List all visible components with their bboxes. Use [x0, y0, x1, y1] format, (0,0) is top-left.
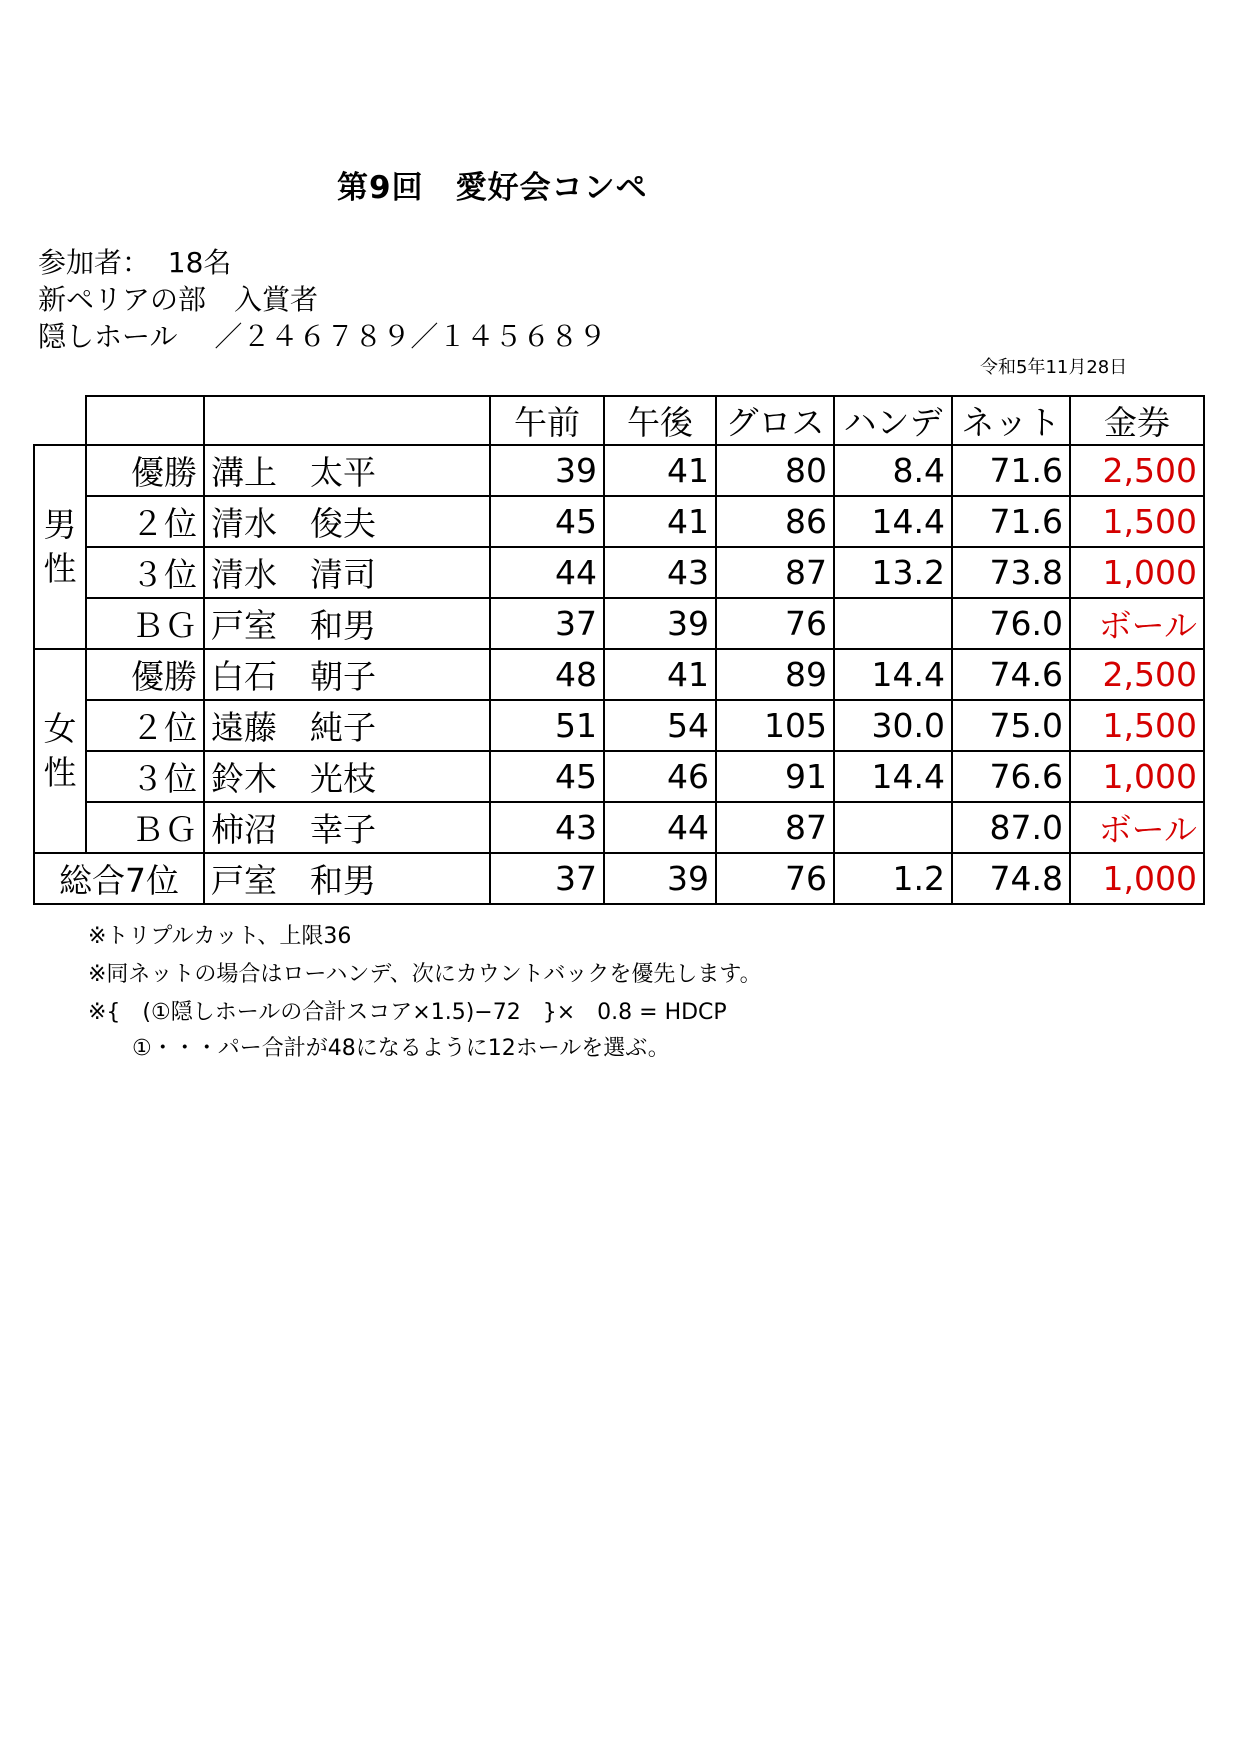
note-hole-selection: ①・・・パー合計が48になるように12ホールを選ぶ。	[88, 1036, 670, 1061]
gender-label-female: 女 性	[34, 649, 86, 853]
pm-cell: 41	[604, 496, 716, 547]
gross-cell: 76	[716, 598, 834, 649]
rank-cell: ２位	[86, 496, 204, 547]
table-row	[34, 445, 1204, 496]
hdcp-cell: 14.4	[834, 496, 952, 547]
event-date: 令和5年11月28日	[980, 357, 1128, 378]
gross-cell: 87	[716, 802, 834, 853]
overall-rank-cell: 総合7位	[34, 853, 204, 904]
prize-cell: 1,500	[1070, 700, 1204, 751]
net-cell: 71.6	[952, 496, 1070, 547]
hidden-holes-line: 隠しホール ／２４６７８９／１４５６８９	[38, 320, 607, 353]
hdcp-cell: 1.2	[834, 853, 952, 904]
header-empty-name	[204, 396, 490, 445]
name-cell: 鈴木 光枝	[204, 751, 490, 802]
am-cell: 48	[490, 649, 604, 700]
results-table	[33, 395, 1205, 905]
name-cell: 溝上 太平	[204, 445, 490, 496]
pm-cell: 39	[604, 853, 716, 904]
gross-cell: 86	[716, 496, 834, 547]
hdcp-cell: 14.4	[834, 751, 952, 802]
header-hdcp: ハンデ	[834, 396, 952, 445]
table-row	[34, 649, 1204, 700]
net-cell: 74.8	[952, 853, 1070, 904]
header-empty	[34, 396, 86, 445]
header-net: ネット	[952, 396, 1070, 445]
net-cell: 75.0	[952, 700, 1070, 751]
hdcp-cell: 30.0	[834, 700, 952, 751]
prize-cell: 1,000	[1070, 853, 1204, 904]
name-cell: 白石 朝子	[204, 649, 490, 700]
hdcp-cell: 14.4	[834, 649, 952, 700]
am-cell: 37	[490, 853, 604, 904]
pm-cell: 46	[604, 751, 716, 802]
name-cell: 戸室 和男	[204, 853, 490, 904]
division-line: 新ペリアの部 入賞者	[38, 283, 319, 316]
header-empty-rank	[86, 396, 204, 445]
am-cell: 44	[490, 547, 604, 598]
table-row	[34, 496, 1204, 547]
pm-cell: 44	[604, 802, 716, 853]
note-hdcp-formula: ※{ (①隠しホールの合計スコア×1.5)−72 }× 0.8 = HDCP	[88, 1000, 727, 1025]
net-cell: 71.6	[952, 445, 1070, 496]
am-cell: 51	[490, 700, 604, 751]
table-row	[34, 751, 1204, 802]
table-row	[34, 598, 1204, 649]
pm-cell: 54	[604, 700, 716, 751]
pm-cell: 41	[604, 649, 716, 700]
header-row	[34, 396, 1204, 445]
rank-cell: ２位	[86, 700, 204, 751]
header-prize: 金券	[1070, 396, 1204, 445]
am-cell: 39	[490, 445, 604, 496]
rank-cell: ３位	[86, 751, 204, 802]
net-cell: 87.0	[952, 802, 1070, 853]
rank-cell: ３位	[86, 547, 204, 598]
gross-cell: 105	[716, 700, 834, 751]
hdcp-cell	[834, 802, 952, 853]
gender-label-male: 男 性	[34, 445, 86, 649]
page-title: 第9回 愛好会コンペ	[337, 170, 648, 206]
prize-cell: 1,500	[1070, 496, 1204, 547]
gross-cell: 91	[716, 751, 834, 802]
am-cell: 45	[490, 496, 604, 547]
rank-cell: ＢＧ	[86, 802, 204, 853]
name-cell: 戸室 和男	[204, 598, 490, 649]
prize-cell: 1,000	[1070, 547, 1204, 598]
name-cell: 清水 俊夫	[204, 496, 490, 547]
rank-cell: 優勝	[86, 649, 204, 700]
prize-cell: 2,500	[1070, 649, 1204, 700]
gross-cell: 80	[716, 445, 834, 496]
pm-cell: 43	[604, 547, 716, 598]
table-row	[34, 547, 1204, 598]
gross-cell: 76	[716, 853, 834, 904]
table-row	[34, 802, 1204, 853]
overall-row	[34, 853, 1204, 904]
name-cell: 柿沼 幸子	[204, 802, 490, 853]
rank-cell: ＢＧ	[86, 598, 204, 649]
pm-cell: 39	[604, 598, 716, 649]
net-cell: 73.8	[952, 547, 1070, 598]
net-cell: 76.0	[952, 598, 1070, 649]
name-cell: 遠藤 純子	[204, 700, 490, 751]
am-cell: 37	[490, 598, 604, 649]
prize-cell: ボール	[1070, 802, 1204, 853]
prize-cell: 1,000	[1070, 751, 1204, 802]
note-triple-cut: ※トリプルカット、上限36	[88, 924, 352, 949]
rank-cell: 優勝	[86, 445, 204, 496]
gross-cell: 89	[716, 649, 834, 700]
header-pm: 午後	[604, 396, 716, 445]
am-cell: 43	[490, 802, 604, 853]
name-cell: 清水 清司	[204, 547, 490, 598]
note-tiebreak: ※同ネットの場合はローハンデ、次にカウントバックを優先します。	[88, 962, 762, 987]
am-cell: 45	[490, 751, 604, 802]
pm-cell: 41	[604, 445, 716, 496]
prize-cell: ボール	[1070, 598, 1204, 649]
table-row	[34, 700, 1204, 751]
participants-line: 参加者： 18名	[38, 246, 232, 279]
hdcp-cell: 8.4	[834, 445, 952, 496]
net-cell: 76.6	[952, 751, 1070, 802]
hdcp-cell	[834, 598, 952, 649]
header-gross: グロス	[716, 396, 834, 445]
hdcp-cell: 13.2	[834, 547, 952, 598]
header-am: 午前	[490, 396, 604, 445]
gross-cell: 87	[716, 547, 834, 598]
net-cell: 74.6	[952, 649, 1070, 700]
prize-cell: 2,500	[1070, 445, 1204, 496]
